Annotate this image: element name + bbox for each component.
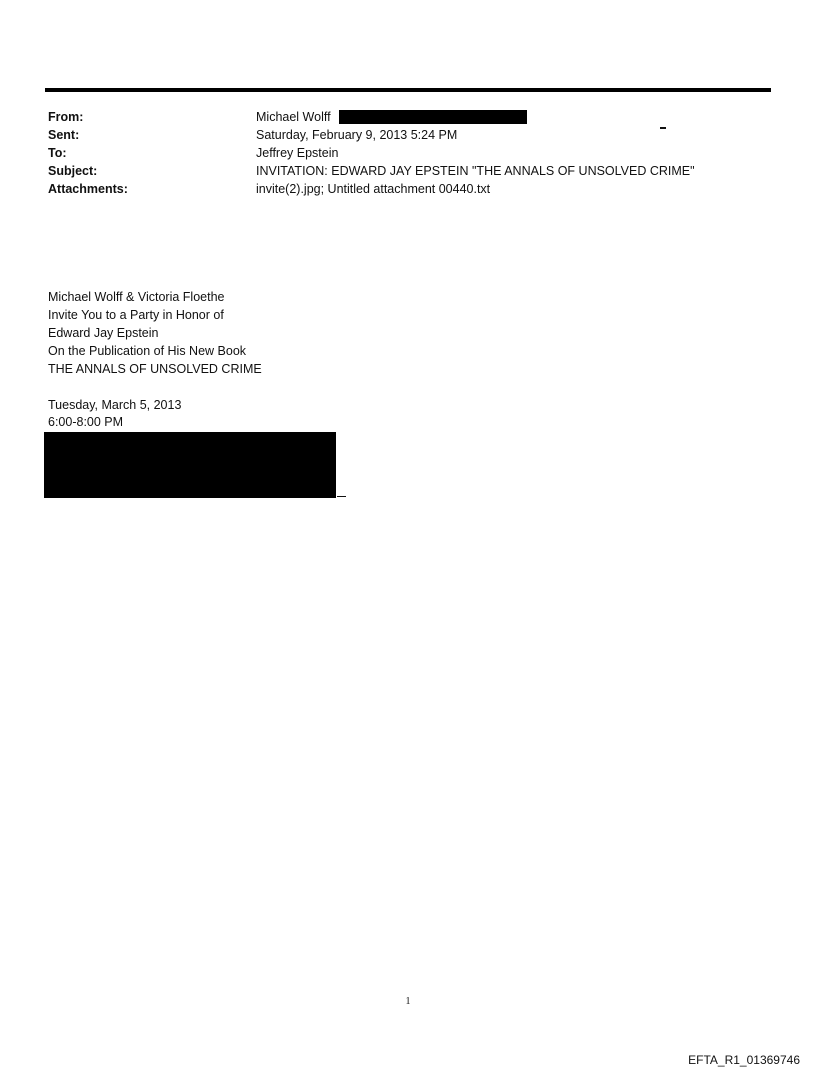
sent-label: Sent: — [48, 128, 80, 142]
body-line-5: THE ANNALS OF UNSOLVED CRIME — [48, 362, 262, 376]
body-line-3: Edward Jay Epstein — [48, 326, 159, 340]
underscore-mark — [337, 496, 346, 497]
stray-mark — [660, 127, 666, 129]
to-value: Jeffrey Epstein — [256, 146, 339, 160]
body-line-1: Michael Wolff & Victoria Floethe — [48, 290, 225, 304]
event-date: Tuesday, March 5, 2013 — [48, 398, 182, 412]
page-number: 1 — [405, 996, 411, 1007]
redaction-location — [44, 432, 336, 498]
event-time: 6:00-8:00 PM — [48, 415, 124, 429]
redaction-from-email — [339, 110, 527, 124]
attachments-label: Attachments: — [48, 182, 128, 196]
attachments-value: invite(2).jpg; Untitled attachment 00440.txt — [256, 182, 491, 196]
from-value: Michael Wolff — [256, 110, 331, 124]
body-line-2: Invite You to a Party in Honor of — [48, 308, 224, 322]
body-line-4: On the Publication of His New Book — [48, 344, 247, 358]
from-label: From: — [48, 110, 84, 124]
subject-label: Subject: — [48, 164, 98, 178]
header-rule — [45, 88, 771, 92]
sent-value: Saturday, February 9, 2013 5:24 PM — [256, 128, 458, 142]
document-id: EFTA_R1_01369746 — [688, 1053, 800, 1067]
to-label: To: — [48, 146, 67, 160]
subject-value: INVITATION: EDWARD JAY EPSTEIN "THE ANNALS OF UNSOLVED CRIME" — [256, 164, 695, 178]
